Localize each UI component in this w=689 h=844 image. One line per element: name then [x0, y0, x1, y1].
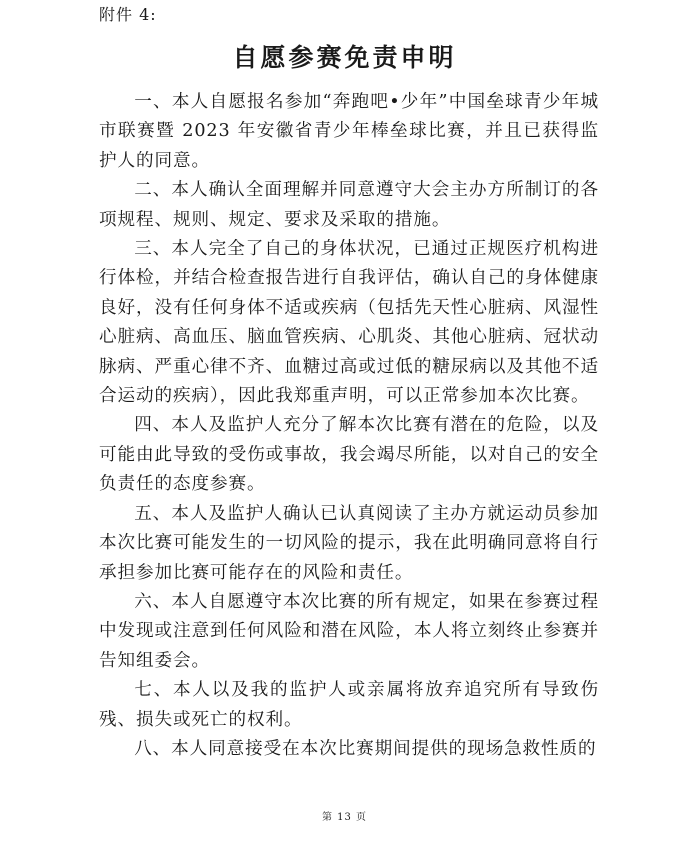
paragraph-6: 六、本人自愿遵守本次比赛的所有规定，如果在参赛过程中发现或注意到任何风险和潜在风险，本人将立刻终止参赛并告知组委会。: [99, 591, 599, 671]
paragraph-3: 三、本人完全了自己的身体状况，已通过正规医疗机构进行体检，并结合检查报告进行自我评估，确认自己的身体健康良好，没有任何身体不适或疾病（包括先天性心脏病、风湿性心脏病、高血压、脑血管疾病、心肌炎、其他心脏病、冠状动脉病、严重心律不齐、血糖过高或过低的糖尿病以及其他不适合运动的疾病），因此我郑重声明，可以正常参加本次比赛。: [99, 239, 599, 407]
paragraph-5: 五、本人及监护人确认已认真阅读了主办方就运动员参加本次比赛可能发生的一切风险的提示，我在此明确同意将自行承担参加比赛可能存在的风险和责任。: [99, 503, 599, 583]
paragraph-8: 八、本人同意接受在本次比赛期间提供的现场急救性质的: [134, 738, 597, 759]
paragraph-4: 四、本人及监护人充分了解本次比赛有潜在的危险，以及可能由此导致的受伤或事故，我会竭尽所能，以对自己的安全负责任的态度参赛。: [99, 415, 599, 495]
attachment-label: 附件 4:: [99, 5, 157, 24]
document-body: [99, 88, 599, 764]
document-title: 自愿参赛免责申明: [232, 43, 457, 72]
paragraph-1: 一、本人自愿报名参加“奔跑吧•少年”中国垒球青少年城市联赛暨 2023 年安徽省青少年棒垒球比赛，并且已获得监护人的同意。: [99, 92, 599, 171]
page-number: 第 13 页: [321, 812, 368, 823]
paragraph-7: 七、本人以及我的监护人或亲属将放弃追究所有导致伤残、损失或死亡的权利。: [99, 680, 599, 730]
paragraph-2: 二、本人确认全面理解并同意遵守大会主办方所制订的各项规程、规则、规定、要求及采取的措施。: [99, 180, 599, 230]
